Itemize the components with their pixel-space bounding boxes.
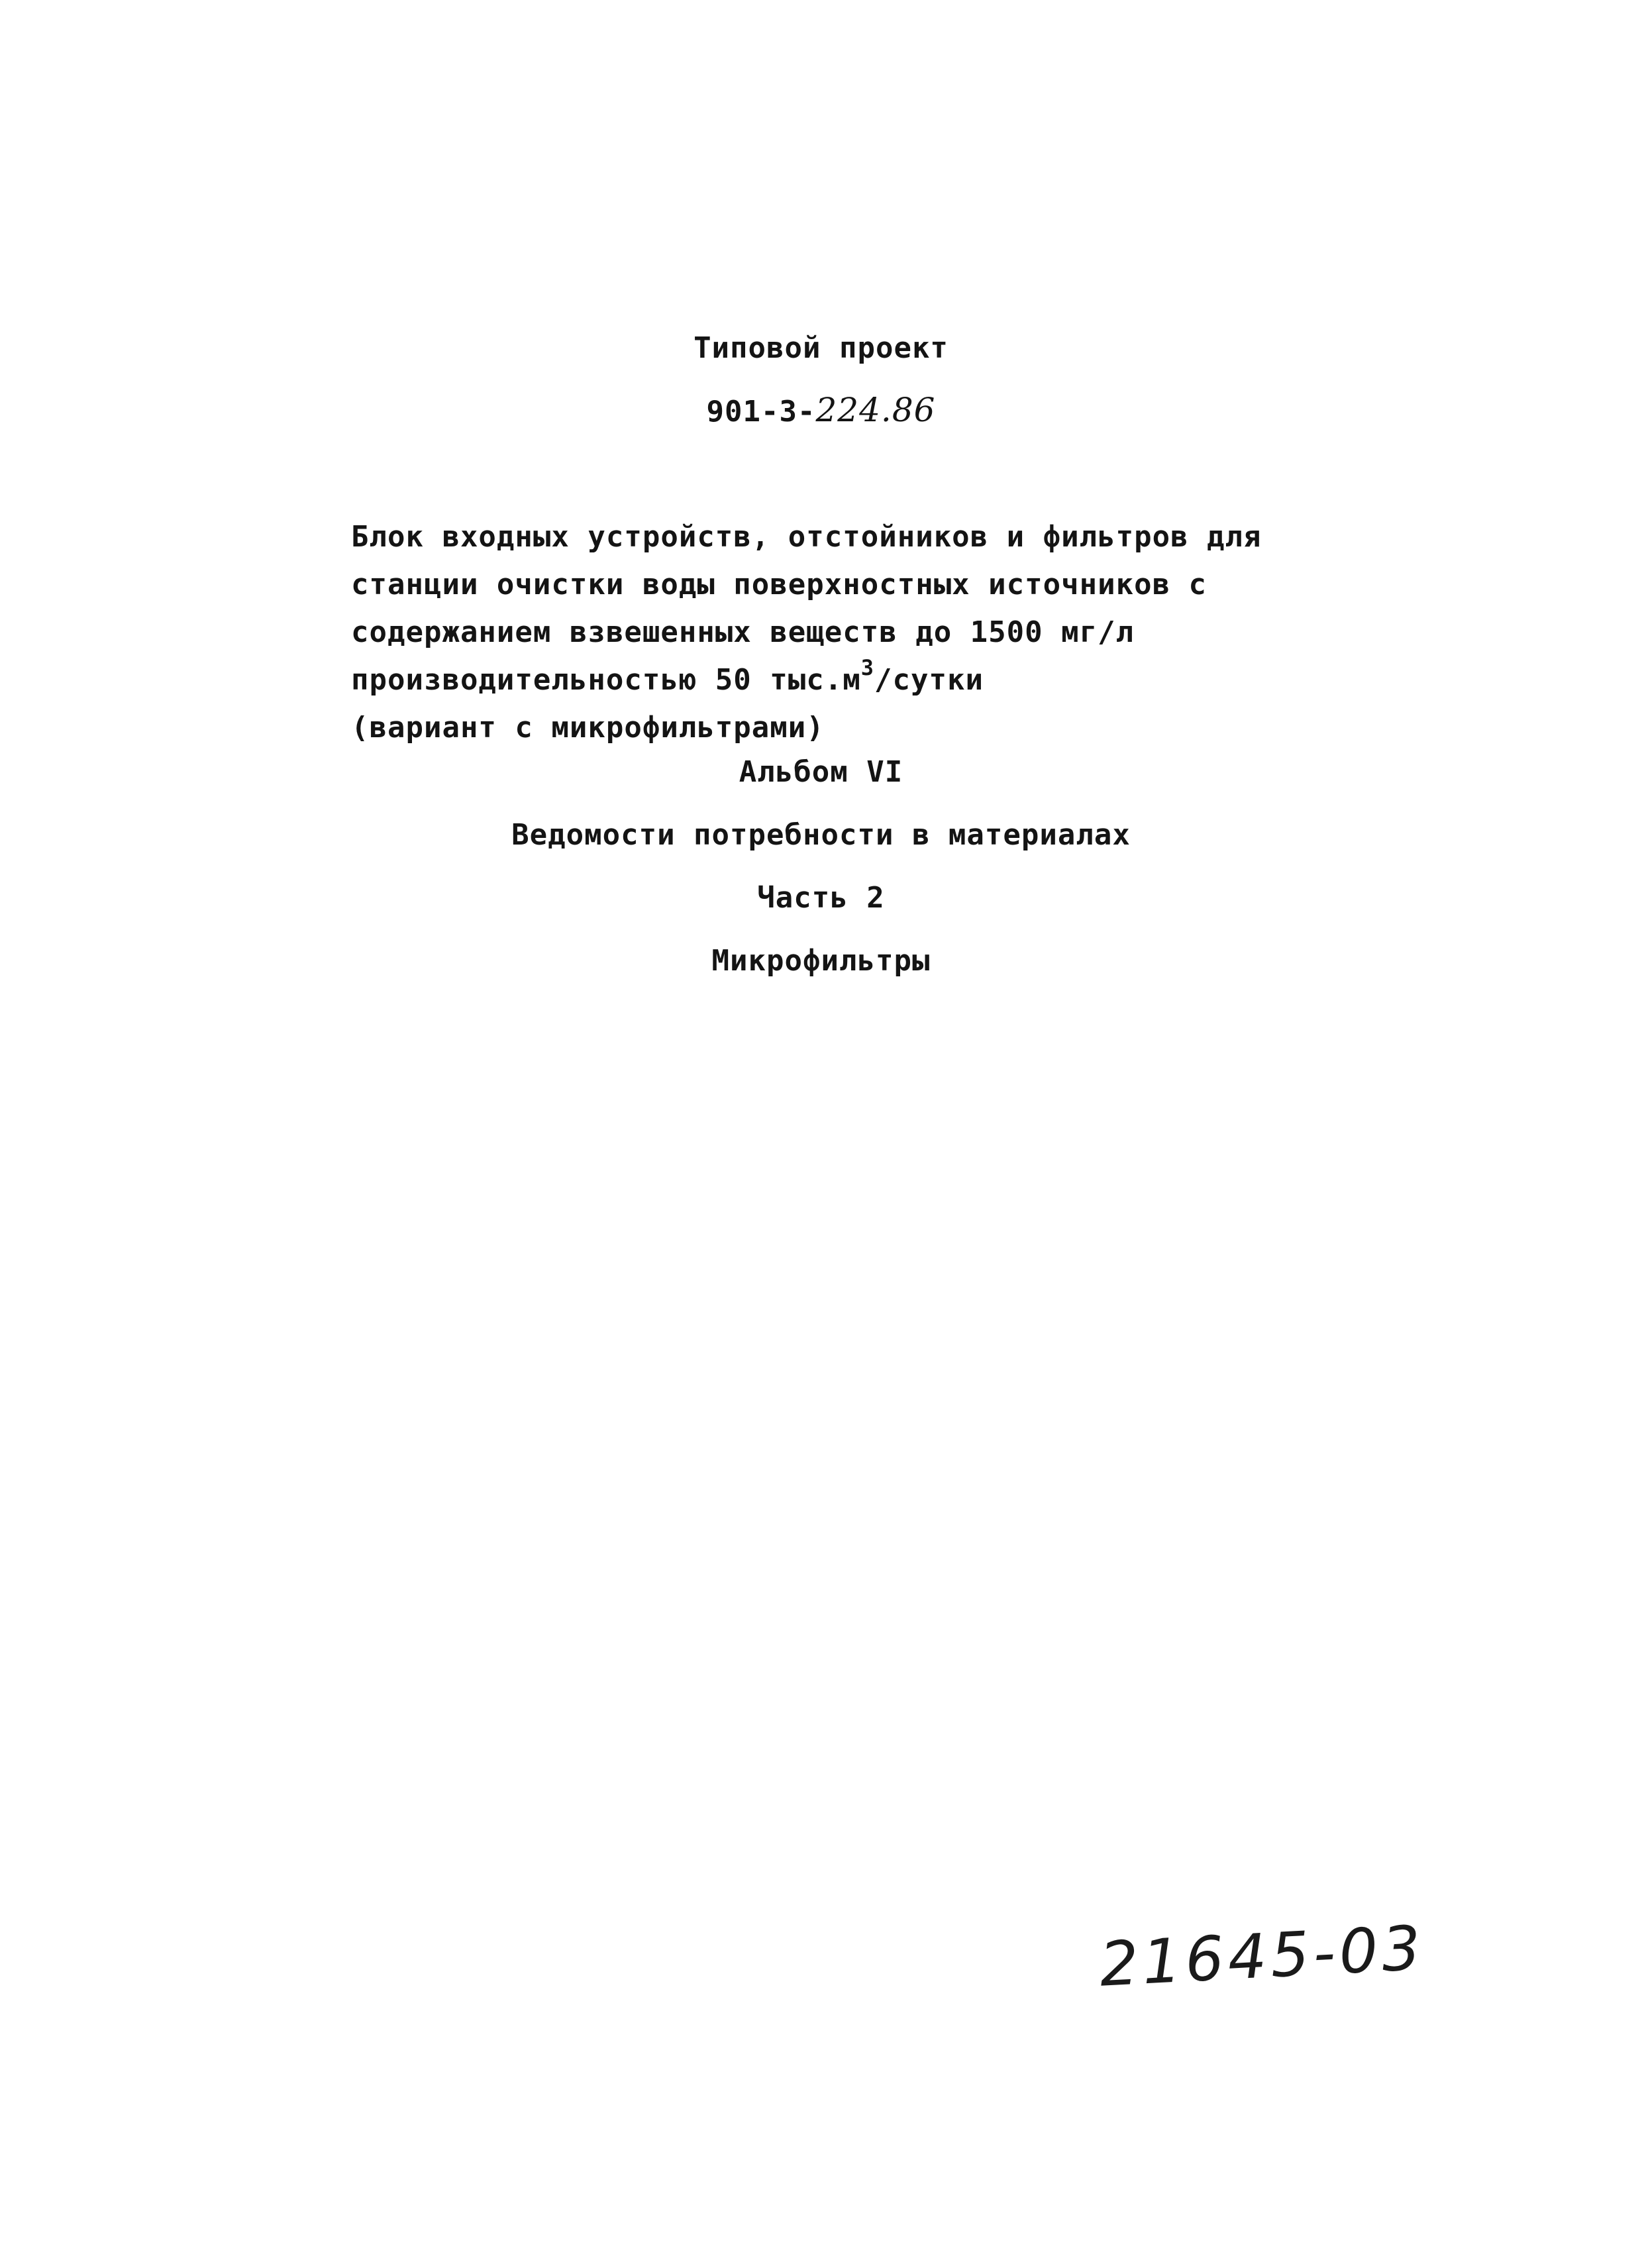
description-line-2: станции очистки воды поверхностных источников с — [351, 568, 1207, 601]
description-line-5: (вариант с микрофильтрами) — [351, 711, 825, 745]
description-line-4-text: производительностью 50 тыс.м — [351, 663, 861, 697]
handwritten-archive-number: 21645-03 — [1098, 1912, 1427, 2000]
description-line-1: Блок входных устройств, отстойников и фильтров для — [351, 520, 1262, 554]
project-number — [0, 391, 1642, 429]
project-number-typed: 901-3- — [706, 395, 816, 429]
description-line-4 — [351, 656, 1477, 704]
album-label: Альбом VI — [739, 755, 903, 789]
statements-heading: Ведомости потребности в материалах — [511, 818, 1131, 852]
project-description — [351, 513, 1477, 752]
description-line-3: содержанием взвешенных веществ до 1500 мг/л — [351, 615, 1135, 649]
subject-heading: Микрофильтры — [711, 944, 931, 978]
cubic-superscript: 3 — [860, 655, 874, 680]
part-label: Часть 2 — [757, 881, 885, 915]
project-number-handwritten: 224.86 — [815, 391, 936, 429]
description-line-4-unit: /сутки — [874, 663, 984, 697]
document-title: Типовой проект — [693, 331, 949, 365]
